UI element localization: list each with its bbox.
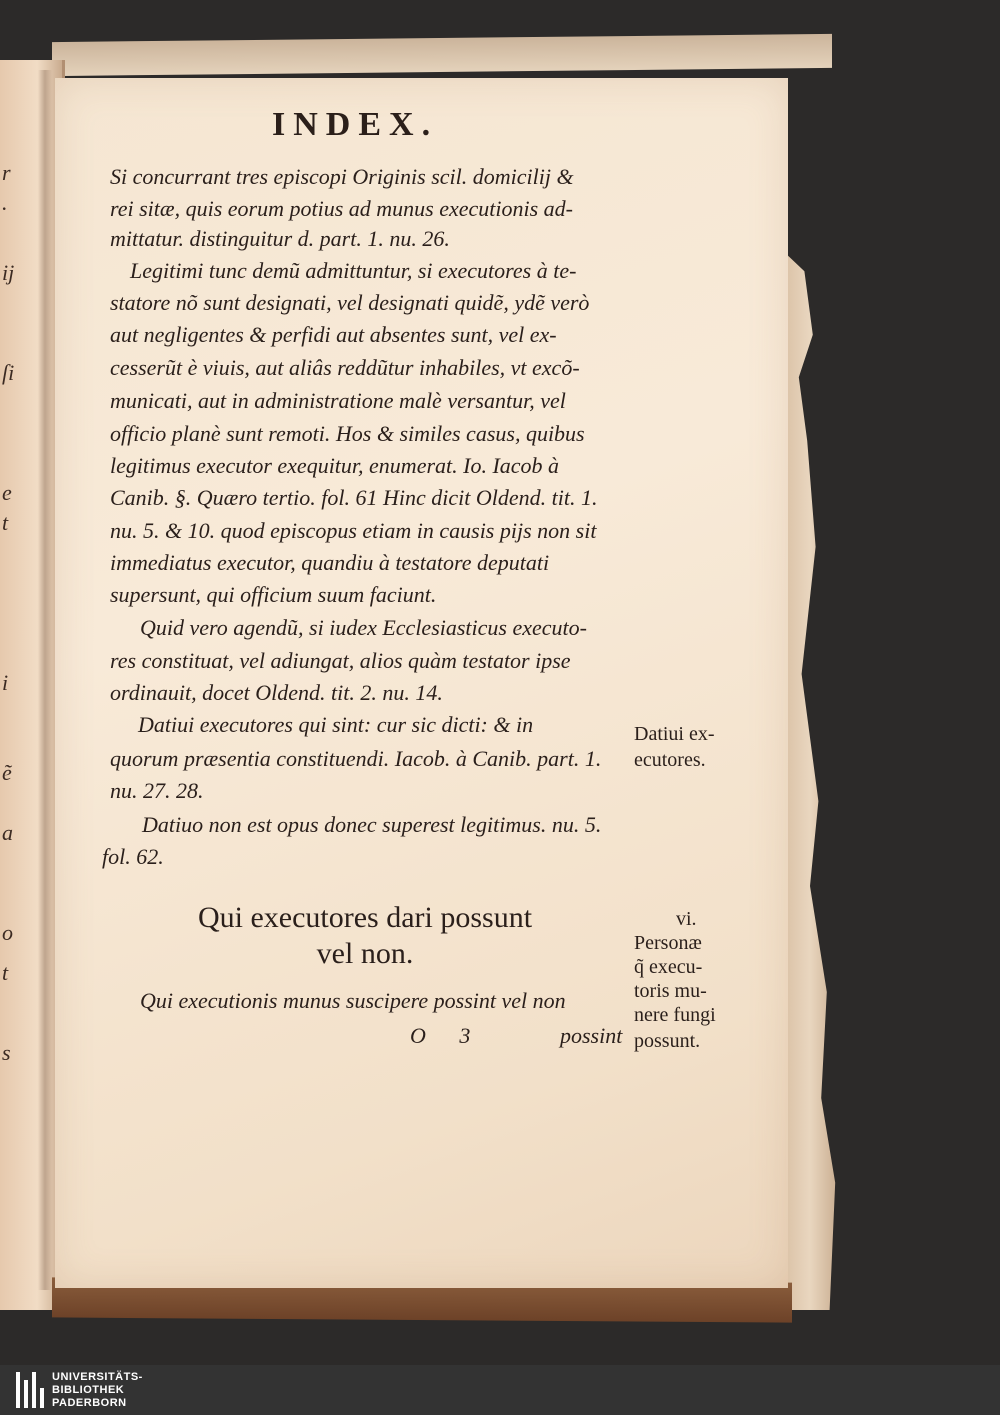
margin-note-personae: toris mu- [634,980,707,1002]
text-line: Datiuo non est opus donec superest legitimus. nu. 5. [142,812,602,837]
section-heading: vel non. [316,937,414,970]
margin-note-personae: vi. [676,908,697,930]
text-line: nu. 27. 28. [110,778,204,803]
library-name-line: BIBLIOTHEK [52,1384,125,1396]
margin-note-personae: nere fungi [634,1004,716,1026]
margin-note-datiui: ecutores. [634,749,706,771]
text-line: Legitimi tunc demũ admittuntur, si executores à te- [130,258,577,283]
text-line: supersunt, qui officium suum faciunt. [110,582,437,607]
text-line: Quid vero agendũ, si iudex Ecclesiasticus executo- [140,615,587,640]
library-name-line: UNIVERSITÄTS- [52,1371,143,1383]
library-logo-icon [16,1372,46,1408]
signature-mark: O 3 [410,1023,471,1048]
text-line: Si concurrant tres episcopi Originis scil. domicilij & [110,164,574,189]
margin-note-datiui: Datiui ex- [634,723,715,745]
left-page-letters: r . ij ſi e t i ẽ a o t s [2,160,15,1065]
text-line: immediatus executor, quandiu à testatore deputati [110,550,550,575]
text-line: municati, aut in administratione malè versantur, vel [110,388,566,413]
text-line: fol. 62. [102,844,164,869]
text-line: officio planè sunt remoti. Hos & similes casus, quibus [110,421,585,446]
section-first-line: Qui executionis munus suscipere possint vel non [140,988,566,1013]
text-line: legitimus executor exequitur, enumerat. Io. Iacob à [110,453,560,478]
catchword: possint [560,1023,623,1048]
footer-bar [0,1365,1000,1415]
text-line: ordinauit, docet Oldend. tit. 2. nu. 14. [110,680,443,705]
section-heading: Qui executores dari possunt [197,901,533,934]
margin-note-personae: q̃ execu- [634,956,703,978]
page-header: INDEX. [272,106,439,143]
text-line: nu. 5. & 10. quod episcopus etiam in causis pijs non sit [110,518,597,543]
text-line: mittatur. distinguitur d. part. 1. nu. 26. [110,226,450,251]
library-name-line: PADERBORN [52,1397,127,1409]
text-line: statore nõ sunt designati, vel designati quidẽ, ydẽ verò [110,290,590,315]
text-line: Datiui executores qui sint: cur sic dicti: & in [138,712,534,737]
book-spine-shadow [38,70,52,1290]
text-line: Canib. §. Quæro tertio. fol. 61 Hinc dicit Oldend. tit. 1. [110,485,598,510]
text-line: res constituat, vel adiungat, alios quàm testator ipse [110,648,571,673]
text-line: quorum præsentia constituendi. Iacob. à Canib. part. 1. [110,746,602,771]
margin-note-personae: Personæ [634,932,702,954]
text-line: rei sitæ, quis eorum potius ad munus executionis ad- [110,196,573,221]
text-line: aut negligentes & perfidi aut absentes sunt, vel ex- [110,322,557,347]
text-line: cesserũt è viuis, aut aliâs reddũtur inhabiles, vt excõ- [110,355,580,380]
margin-note-personae: possunt. [634,1030,701,1052]
